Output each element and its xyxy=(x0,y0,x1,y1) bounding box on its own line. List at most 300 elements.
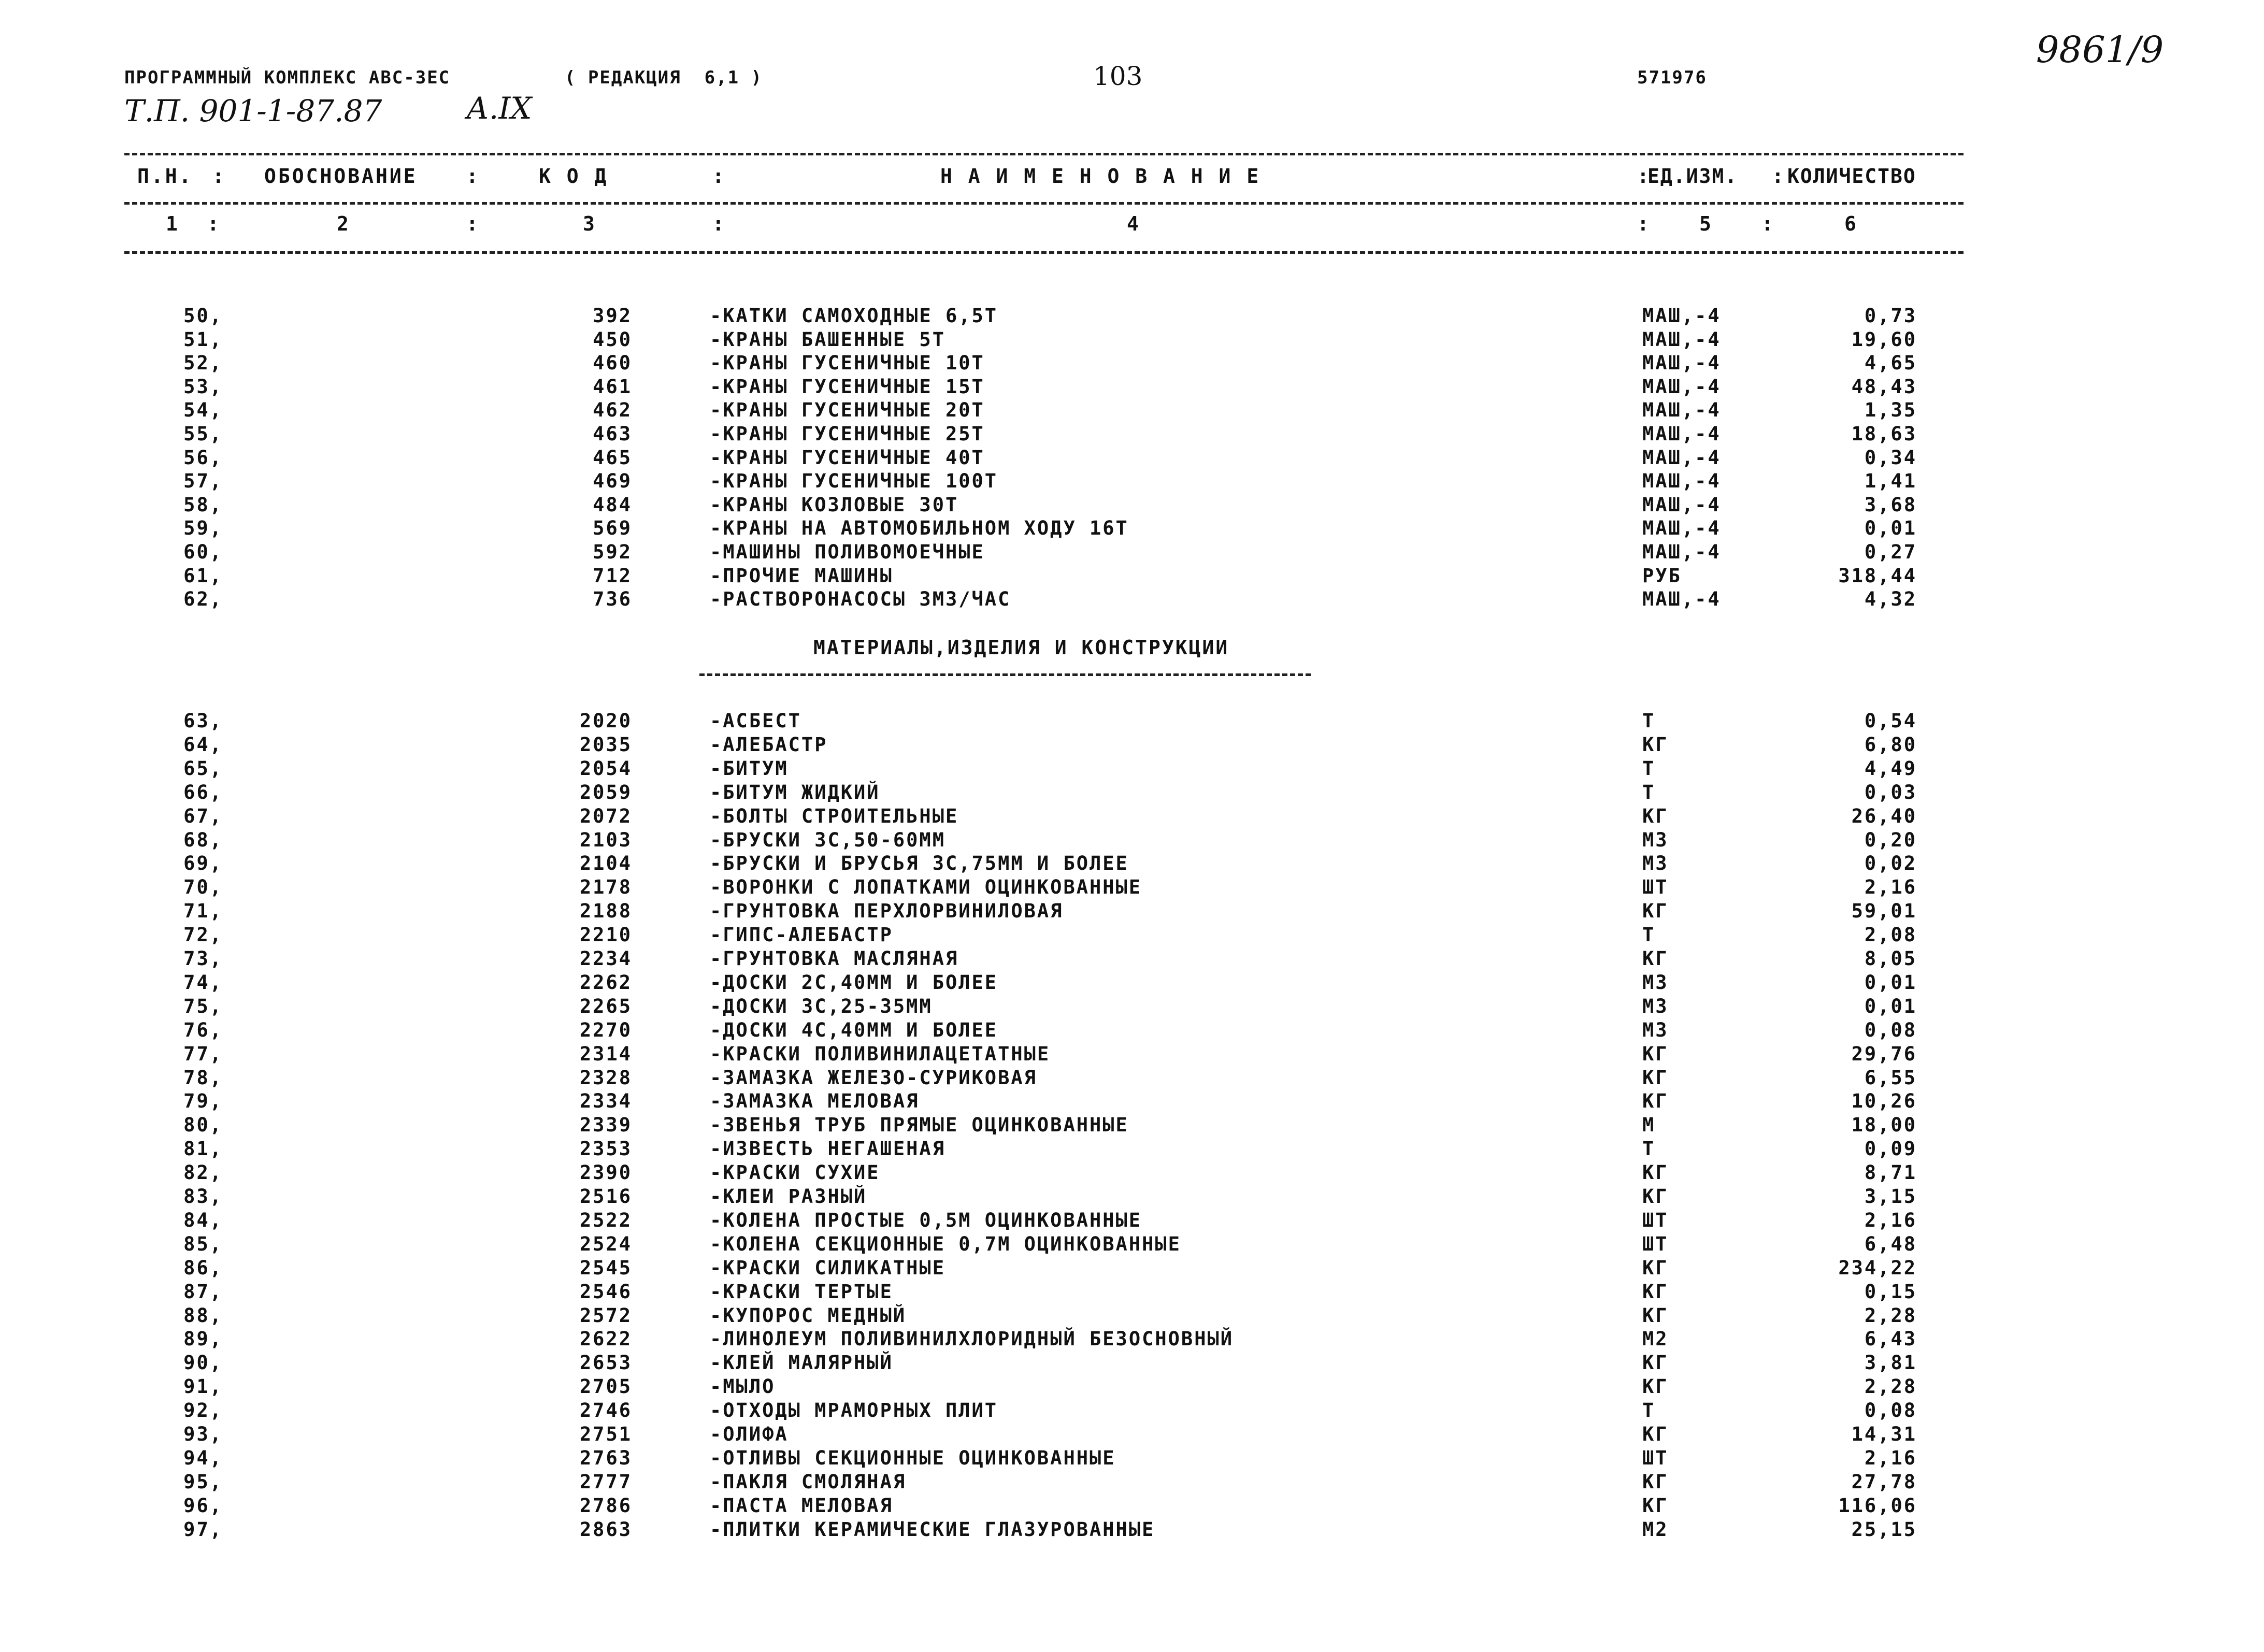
row-number: 77, xyxy=(183,1042,223,1065)
table-row xyxy=(0,1257,2264,1281)
row-quantity: 0,02 xyxy=(1864,852,1917,875)
row-number: 96, xyxy=(183,1494,223,1517)
row-code: 2234 xyxy=(579,947,632,970)
row-name: -ДОСКИ 2С,40ММ И БОЛЕЕ xyxy=(710,971,998,994)
table-row xyxy=(0,1043,2264,1067)
row-code: 2339 xyxy=(579,1114,632,1137)
row-quantity: 6,80 xyxy=(1864,733,1917,756)
row-unit: КГ xyxy=(1642,1090,1669,1113)
row-number: 70, xyxy=(183,876,223,899)
row-code: 465 xyxy=(593,446,632,469)
row-name: -ЗАМАЗКА МЕЛОВАЯ xyxy=(710,1090,920,1113)
table-row xyxy=(0,1328,2264,1352)
table-row xyxy=(0,805,2264,829)
row-number: 69, xyxy=(183,852,223,875)
row-code: 462 xyxy=(593,399,632,422)
row-unit: МАШ,-4 xyxy=(1642,588,1721,611)
table-row xyxy=(0,1495,2264,1518)
row-name: -ДОСКИ 4С,40ММ И БОЛЕЕ xyxy=(710,1018,998,1041)
header-sep-1: : xyxy=(212,165,226,188)
row-code: 2863 xyxy=(579,1518,632,1541)
row-quantity: 2,08 xyxy=(1864,924,1917,946)
row-number: 54, xyxy=(183,399,223,422)
row-number: 55, xyxy=(183,423,223,445)
row-quantity: 116,06 xyxy=(1838,1494,1917,1517)
row-name: -КРАНЫ ГУСЕНИЧНЫЕ 100Т xyxy=(710,470,998,493)
row-unit: МАШ,-4 xyxy=(1642,399,1721,422)
row-code: 450 xyxy=(593,328,632,351)
table-row xyxy=(0,1281,2264,1304)
row-quantity: 0,09 xyxy=(1864,1138,1917,1160)
row-name: -КЛЕЙ МАЛЯРНЫЙ xyxy=(710,1352,893,1374)
row-number: 79, xyxy=(183,1090,223,1113)
row-code: 461 xyxy=(593,375,632,398)
row-number: 93, xyxy=(183,1423,223,1445)
row-name: -КРАСКИ ПОЛИВИНИЛАЦЕТАТНЫЕ xyxy=(710,1042,1051,1065)
row-number: 50, xyxy=(183,305,223,327)
row-unit: КГ xyxy=(1642,1066,1669,1089)
row-unit: МАШ,-4 xyxy=(1642,517,1721,540)
header-bottom-rule xyxy=(124,251,1964,254)
row-unit: КГ xyxy=(1642,733,1669,756)
row-number: 64, xyxy=(183,733,223,756)
row-number: 85, xyxy=(183,1232,223,1255)
row-number: 91, xyxy=(183,1375,223,1398)
row-number: 61, xyxy=(183,564,223,587)
row-quantity: 0,08 xyxy=(1864,1018,1917,1041)
row-name: -ОЛИФА xyxy=(710,1423,789,1445)
row-code: 2705 xyxy=(579,1375,632,1398)
row-name: -ЗАМАЗКА ЖЕЛЕЗО-СУРИКОВАЯ xyxy=(710,1066,1037,1089)
table-row xyxy=(0,305,2264,328)
row-code: 2270 xyxy=(579,1018,632,1041)
row-name: -КРАНЫ ГУСЕНИЧНЫЕ 20Т xyxy=(710,399,985,422)
row-quantity: 0,73 xyxy=(1864,305,1917,327)
row-code: 2072 xyxy=(579,805,632,827)
row-unit: МАШ,-4 xyxy=(1642,328,1721,351)
handwritten-corner-number: 9861/9 xyxy=(2036,28,2164,71)
header-name: Н А И М Е Н О В А Н И Е xyxy=(940,165,1261,188)
table-row xyxy=(0,1067,2264,1090)
row-name: -ГРУНТОВКА МАСЛЯНАЯ xyxy=(710,947,959,970)
row-unit: ШТ xyxy=(1642,1232,1669,1255)
row-unit: КГ xyxy=(1642,1352,1669,1374)
row-number: 92, xyxy=(183,1399,223,1422)
row-unit: КГ xyxy=(1642,1423,1669,1445)
table-row xyxy=(0,494,2264,518)
edition-label: ( РЕДАКЦИЯ 6,1 ) xyxy=(565,67,763,88)
row-name: -ПАКЛЯ СМОЛЯНАЯ xyxy=(710,1470,907,1493)
row-quantity: 3,81 xyxy=(1864,1352,1917,1374)
table-row xyxy=(0,995,2264,1019)
row-name: -КРАНЫ ГУСЕНИЧНЫЕ 40Т xyxy=(710,446,985,469)
row-quantity: 18,00 xyxy=(1851,1114,1917,1137)
table-row xyxy=(0,376,2264,399)
row-unit: КГ xyxy=(1642,805,1669,827)
row-code: 2746 xyxy=(579,1399,632,1422)
table-row xyxy=(0,1399,2264,1423)
row-unit: КГ xyxy=(1642,1304,1669,1327)
table-row xyxy=(0,971,2264,995)
row-code: 2546 xyxy=(579,1280,632,1303)
table-row xyxy=(0,734,2264,757)
row-code: 592 xyxy=(593,541,632,563)
row-name: -ЛИНОЛЕУМ ПОЛИВИНИЛХЛОРИДНЫЙ БЕЗОСНОВНЫЙ xyxy=(710,1328,1234,1351)
row-name: -КУПОРОС МЕДНЫЙ xyxy=(710,1304,907,1327)
table-row xyxy=(0,1090,2264,1114)
row-quantity: 6,43 xyxy=(1864,1328,1917,1351)
row-name: -БИТУМ xyxy=(710,757,789,780)
colnum-2: 2 xyxy=(337,212,351,235)
row-unit: Т xyxy=(1642,924,1656,946)
row-quantity: 4,32 xyxy=(1864,588,1917,611)
row-unit: КГ xyxy=(1642,1185,1669,1208)
row-name: -ОТЛИВЫ СЕКЦИОННЫЕ ОЦИНКОВАННЫЕ xyxy=(710,1446,1116,1469)
row-unit: Т xyxy=(1642,1399,1656,1422)
table-row xyxy=(0,1352,2264,1375)
row-quantity: 19,60 xyxy=(1851,328,1917,351)
colnum-sep-2: : xyxy=(466,212,480,235)
row-quantity: 0,08 xyxy=(1864,1399,1917,1422)
table-row xyxy=(0,1138,2264,1161)
row-unit: ШТ xyxy=(1642,1209,1669,1231)
row-code: 2751 xyxy=(579,1423,632,1445)
row-number: 94, xyxy=(183,1446,223,1469)
row-name: -КРАНЫ БАШЕННЫЕ 5Т xyxy=(710,328,945,351)
table-row xyxy=(0,1375,2264,1399)
row-number: 59, xyxy=(183,517,223,540)
table-row xyxy=(0,1471,2264,1495)
row-quantity: 0,34 xyxy=(1864,446,1917,469)
row-number: 76, xyxy=(183,1018,223,1041)
row-number: 58, xyxy=(183,493,223,516)
doc-code: 571976 xyxy=(1637,67,1707,88)
row-unit: Т xyxy=(1642,1138,1656,1160)
row-name: -БРУСКИ 3С,50-60ММ xyxy=(710,828,945,851)
row-unit: М2 xyxy=(1642,1518,1669,1541)
row-quantity: 0,01 xyxy=(1864,971,1917,994)
row-unit: М3 xyxy=(1642,1018,1669,1041)
row-code: 2763 xyxy=(579,1446,632,1469)
colnum-sep-5: : xyxy=(1761,212,1775,235)
header-unit: ЕД.ИЗМ. xyxy=(1647,165,1738,188)
row-code: 469 xyxy=(593,470,632,493)
row-name: -ГИПС-АЛЕБАСТР xyxy=(710,924,893,946)
row-quantity: 18,63 xyxy=(1851,423,1917,445)
row-number: 87, xyxy=(183,1280,223,1303)
header-qty: КОЛИЧЕСТВО xyxy=(1787,165,1916,188)
handwritten-album: А.IX xyxy=(466,91,532,126)
row-quantity: 0,20 xyxy=(1864,828,1917,851)
row-unit: М3 xyxy=(1642,995,1669,1017)
table-row xyxy=(0,447,2264,470)
table-row xyxy=(0,829,2264,853)
row-number: 65, xyxy=(183,757,223,780)
row-number: 68, xyxy=(183,828,223,851)
row-name: -ПРОЧИЕ МАШИНЫ xyxy=(710,564,893,587)
row-code: 2020 xyxy=(579,710,632,732)
row-number: 83, xyxy=(183,1185,223,1208)
table-row xyxy=(0,517,2264,541)
row-number: 60, xyxy=(183,541,223,563)
row-quantity: 14,31 xyxy=(1851,1423,1917,1445)
section-title-underline xyxy=(699,673,1311,676)
colnum-1: 1 xyxy=(166,212,180,235)
row-unit: РУБ xyxy=(1642,564,1682,587)
row-name: -БИТУМ ЖИДКИЙ xyxy=(710,781,880,803)
table-row xyxy=(0,1114,2264,1138)
row-name: -КАТКИ САМОХОДНЫЕ 6,5Т xyxy=(710,305,998,327)
row-unit: МАШ,-4 xyxy=(1642,423,1721,445)
header-sep-3: : xyxy=(712,165,726,188)
row-name: -ДОСКИ 3С,25-35ММ xyxy=(710,995,933,1017)
header-sep-4: : xyxy=(1637,165,1651,188)
row-number: 84, xyxy=(183,1209,223,1231)
row-code: 2786 xyxy=(579,1494,632,1517)
row-name: -КРАСКИ ТЕРТЫЕ xyxy=(710,1280,893,1303)
row-code: 2262 xyxy=(579,971,632,994)
row-quantity: 2,16 xyxy=(1864,1209,1917,1231)
row-unit: МАШ,-4 xyxy=(1642,493,1721,516)
row-name: -КРАНЫ ГУСЕНИЧНЫЕ 10Т xyxy=(710,352,985,375)
page-number: 103 xyxy=(1093,61,1143,91)
row-number: 72, xyxy=(183,924,223,946)
row-number: 73, xyxy=(183,947,223,970)
row-code: 2210 xyxy=(579,924,632,946)
row-code: 2653 xyxy=(579,1352,632,1374)
table-row xyxy=(0,1233,2264,1257)
row-unit: МАШ,-4 xyxy=(1642,352,1721,375)
row-number: 86, xyxy=(183,1256,223,1279)
row-number: 71, xyxy=(183,900,223,923)
row-quantity: 6,48 xyxy=(1864,1232,1917,1255)
row-name: -ГРУНТОВКА ПЕРХЛОРВИНИЛОВАЯ xyxy=(710,900,1064,923)
row-quantity: 6,55 xyxy=(1864,1066,1917,1089)
row-quantity: 0,01 xyxy=(1864,995,1917,1017)
row-number: 51, xyxy=(183,328,223,351)
row-quantity: 318,44 xyxy=(1838,564,1917,587)
row-quantity: 3,15 xyxy=(1864,1185,1917,1208)
colnum-6: 6 xyxy=(1844,212,1858,235)
row-name: -КОЛЕНА СЕКЦИОННЫЕ 0,7М ОЦИНКОВАННЫЕ xyxy=(710,1232,1181,1255)
row-unit: Т xyxy=(1642,757,1656,780)
row-unit: М2 xyxy=(1642,1328,1669,1351)
row-name: -АСБЕСТ xyxy=(710,710,801,732)
row-quantity: 0,01 xyxy=(1864,517,1917,540)
row-code: 2516 xyxy=(579,1185,632,1208)
table-row xyxy=(0,1161,2264,1185)
table-row xyxy=(0,399,2264,423)
row-code: 2353 xyxy=(579,1138,632,1160)
row-code: 2524 xyxy=(579,1232,632,1255)
table-row xyxy=(0,924,2264,947)
header-pn: П.Н. xyxy=(137,165,193,188)
table-row xyxy=(0,1447,2264,1471)
row-number: 95, xyxy=(183,1470,223,1493)
row-quantity: 26,40 xyxy=(1851,805,1917,827)
row-code: 2103 xyxy=(579,828,632,851)
row-unit: МАШ,-4 xyxy=(1642,305,1721,327)
row-code: 736 xyxy=(593,588,632,611)
header-basis: ОБОСНОВАНИЕ xyxy=(264,165,418,188)
colnum-sep-1: : xyxy=(207,212,221,235)
row-name: -ИЗВЕСТЬ НЕГАШЕНАЯ xyxy=(710,1138,945,1160)
row-name: -БОЛТЫ СТРОИТЕЛЬНЫЕ xyxy=(710,805,959,827)
row-unit: ШТ xyxy=(1642,1446,1669,1469)
row-unit: МАШ,-4 xyxy=(1642,541,1721,563)
row-code: 2035 xyxy=(579,733,632,756)
row-quantity: 48,43 xyxy=(1851,375,1917,398)
table-row xyxy=(0,423,2264,447)
row-number: 62, xyxy=(183,588,223,611)
program-title: ПРОГРАММНЫЙ КОМПЛЕКС АВС-3ЕС xyxy=(124,67,451,88)
row-code: 2334 xyxy=(579,1090,632,1113)
table-row xyxy=(0,710,2264,734)
row-name: -БРУСКИ И БРУСЬЯ 3С,75ММ И БОЛЕЕ xyxy=(710,852,1129,875)
row-unit: М3 xyxy=(1642,971,1669,994)
table-row xyxy=(0,781,2264,805)
row-number: 97, xyxy=(183,1518,223,1541)
row-unit: МАШ,-4 xyxy=(1642,446,1721,469)
row-code: 2265 xyxy=(579,995,632,1017)
colnum-3: 3 xyxy=(583,212,597,235)
row-quantity: 59,01 xyxy=(1851,900,1917,923)
row-quantity: 8,71 xyxy=(1864,1161,1917,1184)
row-name: -ЗВЕНЬЯ ТРУБ ПРЯМЫЕ ОЦИНКОВАННЫЕ xyxy=(710,1114,1129,1137)
row-code: 2328 xyxy=(579,1066,632,1089)
row-code: 2545 xyxy=(579,1256,632,1279)
row-unit: КГ xyxy=(1642,1494,1669,1517)
header-code: К О Д xyxy=(539,165,609,188)
row-code: 2390 xyxy=(579,1161,632,1184)
row-unit: МАШ,-4 xyxy=(1642,375,1721,398)
row-quantity: 0,03 xyxy=(1864,781,1917,803)
colnum-5: 5 xyxy=(1699,212,1713,235)
row-code: 2104 xyxy=(579,852,632,875)
row-quantity: 0,54 xyxy=(1864,710,1917,732)
row-unit: Т xyxy=(1642,710,1656,732)
row-quantity: 1,41 xyxy=(1864,470,1917,493)
row-number: 53, xyxy=(183,375,223,398)
row-quantity: 25,15 xyxy=(1851,1518,1917,1541)
table-row xyxy=(0,1423,2264,1447)
row-number: 75, xyxy=(183,995,223,1017)
row-code: 2777 xyxy=(579,1470,632,1493)
row-number: 63, xyxy=(183,710,223,732)
row-quantity: 0,15 xyxy=(1864,1280,1917,1303)
row-quantity: 2,16 xyxy=(1864,876,1917,899)
row-quantity: 10,26 xyxy=(1851,1090,1917,1113)
row-number: 66, xyxy=(183,781,223,803)
row-code: 569 xyxy=(593,517,632,540)
colnum-sep-4: : xyxy=(1637,212,1651,235)
header-mid-rule xyxy=(124,202,1964,205)
table-row xyxy=(0,1304,2264,1328)
row-name: -ВОРОНКИ С ЛОПАТКАМИ ОЦИНКОВАННЫЕ xyxy=(710,876,1142,899)
row-quantity: 2,16 xyxy=(1864,1446,1917,1469)
row-name: -МЫЛО xyxy=(710,1375,776,1398)
row-quantity: 2,28 xyxy=(1864,1375,1917,1398)
table-row xyxy=(0,852,2264,876)
row-unit: МАШ,-4 xyxy=(1642,470,1721,493)
row-unit: КГ xyxy=(1642,900,1669,923)
row-quantity: 4,49 xyxy=(1864,757,1917,780)
header-sep-2: : xyxy=(466,165,480,188)
row-name: -КРАНЫ КОЗЛОВЫЕ 30Т xyxy=(710,493,959,516)
row-quantity: 27,78 xyxy=(1851,1470,1917,1493)
table-row xyxy=(0,1019,2264,1043)
row-name: -КРАСКИ СИЛИКАТНЫЕ xyxy=(710,1256,945,1279)
table-row xyxy=(0,588,2264,612)
table-row xyxy=(0,1518,2264,1542)
row-quantity: 29,76 xyxy=(1851,1042,1917,1065)
row-unit: Т xyxy=(1642,781,1656,803)
row-unit: КГ xyxy=(1642,1161,1669,1184)
row-code: 2059 xyxy=(579,781,632,803)
table-row xyxy=(0,757,2264,781)
table-row xyxy=(0,876,2264,900)
colnum-4: 4 xyxy=(1127,212,1141,235)
row-name: -КРАНЫ ГУСЕНИЧНЫЕ 25Т xyxy=(710,423,985,445)
row-code: 2522 xyxy=(579,1209,632,1231)
row-name: -РАСТВОРОНАСОСЫ 3М3/ЧАС xyxy=(710,588,1011,611)
row-code: 484 xyxy=(593,493,632,516)
row-unit: М3 xyxy=(1642,852,1669,875)
row-name: -КРАНЫ ГУСЕНИЧНЫЕ 15Т xyxy=(710,375,985,398)
row-unit: М3 xyxy=(1642,828,1669,851)
row-number: 56, xyxy=(183,446,223,469)
row-quantity: 8,05 xyxy=(1864,947,1917,970)
row-number: 90, xyxy=(183,1352,223,1374)
row-number: 57, xyxy=(183,470,223,493)
row-unit: КГ xyxy=(1642,1256,1669,1279)
row-unit: КГ xyxy=(1642,947,1669,970)
row-number: 82, xyxy=(183,1161,223,1184)
row-name: -МАШИНЫ ПОЛИВОМОЕЧНЫЕ xyxy=(710,541,985,563)
table-row xyxy=(0,470,2264,494)
row-quantity: 3,68 xyxy=(1864,493,1917,516)
row-unit: ШТ xyxy=(1642,876,1669,899)
row-number: 52, xyxy=(183,352,223,375)
row-name: -КРАНЫ НА АВТОМОБИЛЬНОМ ХОДУ 16Т xyxy=(710,517,1129,540)
row-number: 67, xyxy=(183,805,223,827)
header-sep-5: : xyxy=(1772,165,1786,188)
row-number: 78, xyxy=(183,1066,223,1089)
row-code: 460 xyxy=(593,352,632,375)
row-name: -ПАСТА МЕЛОВАЯ xyxy=(710,1494,893,1517)
row-code: 712 xyxy=(593,564,632,587)
table-row xyxy=(0,541,2264,565)
row-quantity: 234,22 xyxy=(1838,1256,1917,1279)
row-name: -АЛЕБАСТР xyxy=(710,733,828,756)
row-name: -КРАСКИ СУХИЕ xyxy=(710,1161,880,1184)
row-number: 81, xyxy=(183,1138,223,1160)
table-row xyxy=(0,328,2264,352)
section-title: МАТЕРИАЛЫ,ИЗДЕЛИЯ И КОНСТРУКЦИИ xyxy=(813,636,1229,659)
row-code: 392 xyxy=(593,305,632,327)
row-number: 88, xyxy=(183,1304,223,1327)
row-code: 2622 xyxy=(579,1328,632,1351)
row-unit: КГ xyxy=(1642,1042,1669,1065)
colnum-sep-3: : xyxy=(712,212,726,235)
table-row xyxy=(0,900,2264,924)
table-row xyxy=(0,1185,2264,1209)
row-unit: М xyxy=(1642,1114,1656,1137)
row-code: 2314 xyxy=(579,1042,632,1065)
table-top-rule xyxy=(124,153,1964,155)
row-code: 2054 xyxy=(579,757,632,780)
row-unit: КГ xyxy=(1642,1375,1669,1398)
